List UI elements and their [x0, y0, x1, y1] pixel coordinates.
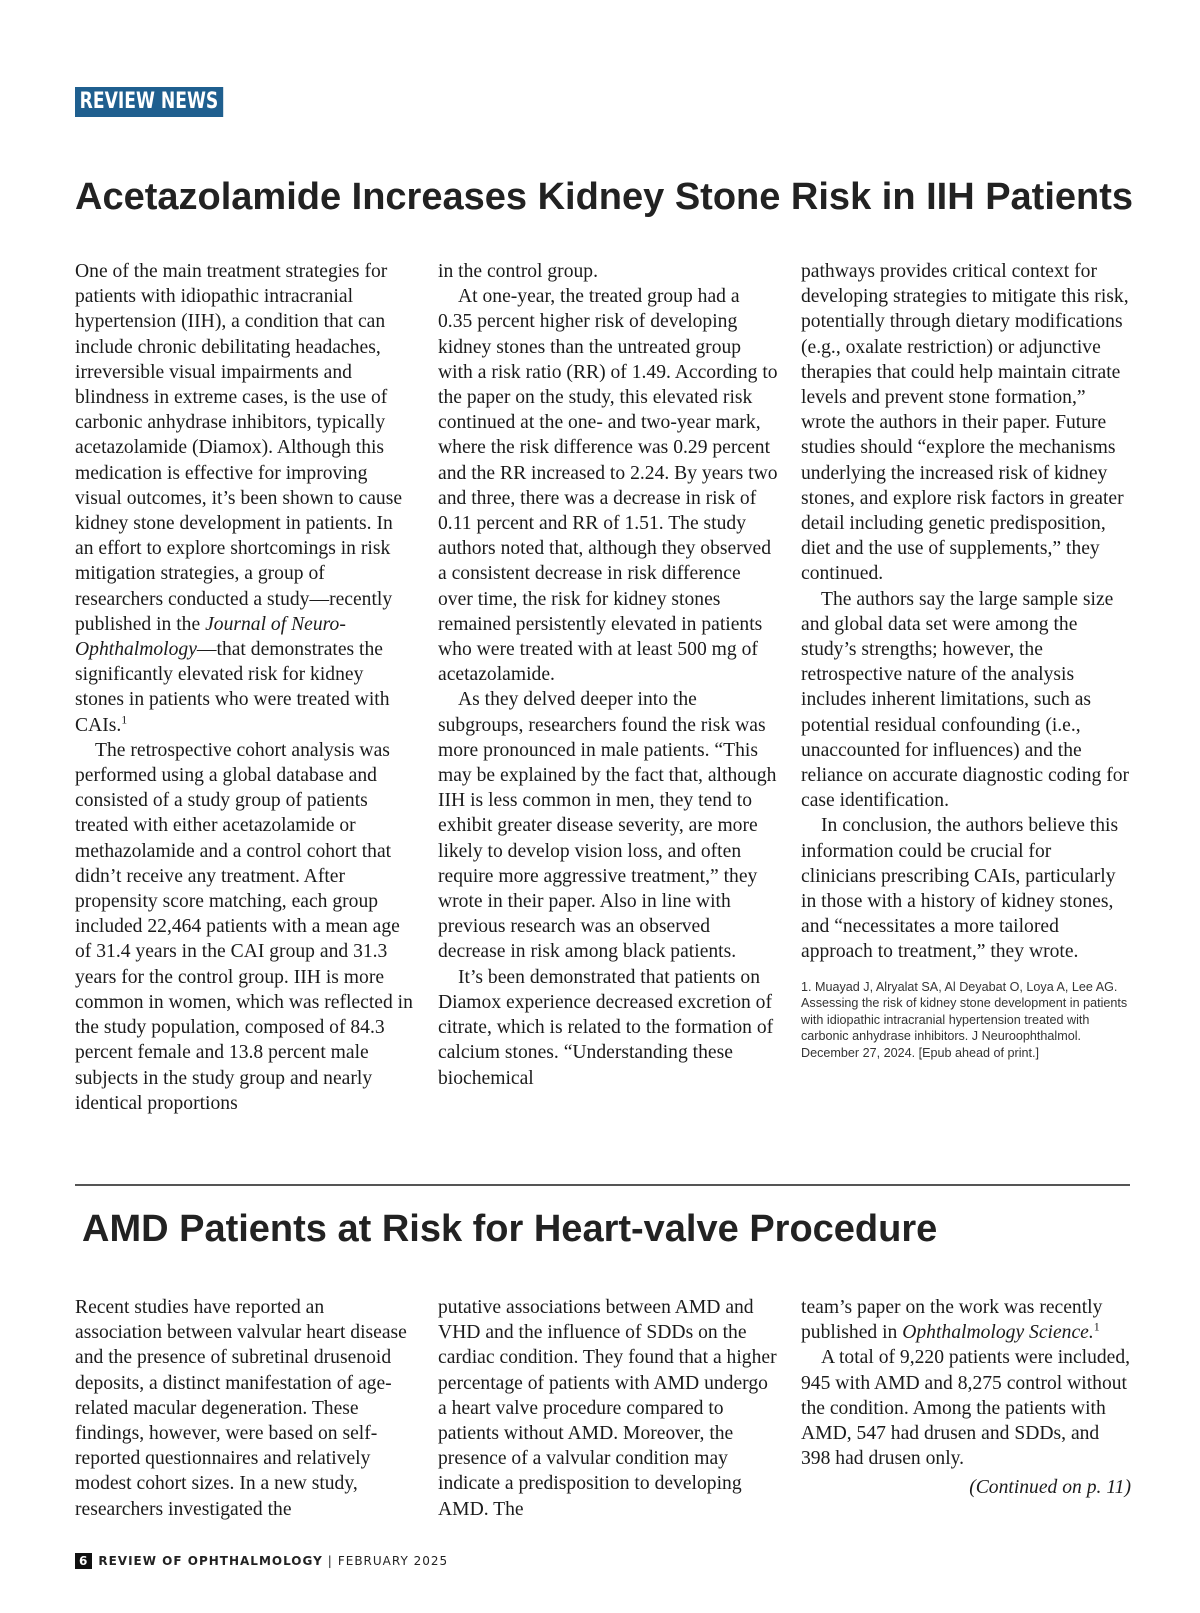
article-1-paragraph: pathways provides critical context for developing strategies to mitigate this risk, potentially through dietary modifications (e.g., oxalate restriction) or adjunctive therapies that could help maintain citrate levels and prevent stone formation,” wrote the authors in their paper. Future studies should “explore the mechanisms underlying the increased risk of kidney stones, and explore risk factors in greater detail including genetic predisposition, diet and the use of supplements,” they continued. — [801, 261, 1129, 585]
footnote-marker: 1 — [121, 712, 128, 727]
article-1-column-3 — [801, 259, 1131, 1061]
reference-citation: 1. Muayad J, Alryalat SA, Al Deyabat O, Loya A, Lee AG. Assessing the risk of kidney stone development in patients with idiopathic intracranial hypertension treated with carbonic anhydrase inhibitors. J Neuroophthalmol. December 27, 2024. [Epub ahead of print.] — [801, 979, 1128, 1060]
page-footer — [75, 1553, 448, 1569]
article-1-title: Acetazolamide Increases Kidney Stone Risk in IIH Patients — [75, 176, 1134, 218]
article-1-paragraph: In conclusion, the authors believe this information could be crucial for clinicians prescribing CAIs, particularly in those with a history of kidney stones, and “necessitates a more tailored approach to treatment,” they wrote. — [801, 815, 1119, 963]
article-2-paragraph: putative associations between AMD and VHD and the influence of SDDs on the cardiac condition. They found that a higher percentage of patients with AMD undergo a heart valve procedure compared to patients without AMD. Moreover, the presence of a valvular condition may indicate a predisposition to developing AMD. The — [438, 1297, 777, 1520]
page-number: 6 — [75, 1553, 92, 1569]
section-tag: REVIEW NEWS — [75, 87, 223, 117]
journal-name: Ophthalmology Science. — [902, 1322, 1094, 1344]
article-1-paragraph: in the control group. — [438, 261, 598, 282]
article-2-title: AMD Patients at Risk for Heart-valve Procedure — [82, 1208, 938, 1250]
article-2-paragraph: team’s paper on the work was recently published in Ophthalmology Science.$^1$ — [801, 1297, 1103, 1344]
article-2-column-1 — [75, 1295, 415, 1522]
article-1-paragraph: As they delved deeper into the subgroups, researchers found the risk was more pronounced in male patients. “This may be explained by the fact that, although IIH is less common in men, they tend to exhibit greater disease severity, are more likely to develop vision loss, and often require more aggressive treatment,” they wrote in their paper. Also in line with previous research was an observed decrease in risk among black patients. — [438, 689, 777, 963]
footer-separator: | — [327, 1554, 333, 1568]
article-1-paragraph: The authors say the large sample size and global data set were among the study’s strengths; however, the retrospective nature of the analysis includes inherent limitations, such as potential residual confounding (i.e., unaccounted for influences) and the reliance on accurate diagnostic coding for case identification. — [801, 588, 1130, 812]
article-2-paragraph: A total of 9,220 patients were included, 945 with AMD and 8,275 control without the condition. Among the patients with AMD, 547 had drusen and SDDs, and 398 had drusen only. — [801, 1347, 1131, 1470]
section-divider — [75, 1184, 1130, 1186]
article-1-paragraph: One of the main treatment strategies for patients with idiopathic intracranial hypertension (IIH), a condition that can include chronic debilitating headaches, irreversible visual impairments and blindness in extreme cases, is the use of carbonic anhydrase inhibitors, typically acetazolamide (Diamox). Although this medication is effective for improving visual outcomes, it’s been shown to cause kidney stone development in patients. In an effort to explore shortcomings in risk mitigation strategies, a group of researchers conducted a study—recently published in the Journal of Neuro-Ophthalmology—that demonstrates the significantly elevated risk for kidney stones in patients who were treated with CAIs.$^1$ — [75, 261, 403, 736]
article-2-column-3 — [801, 1295, 1131, 1501]
footnote-marker: 1 — [1093, 1319, 1100, 1334]
journal-name: Journal of Neuro-Ophthalmology — [75, 613, 346, 661]
article-2-paragraph: Recent studies have reported an association between valvular heart disease and the presence of subretinal drusenoid deposits, a distinct manifestation of age-related macular degeneration. These findings, however, were based on self-reported questionnaires and relatively modest cohort sizes. In a new study, researchers investigated the — [75, 1297, 407, 1520]
continued-note: (Continued on p. 11) — [969, 1477, 1131, 1499]
article-1-paragraph: At one-year, the treated group had a 0.35 percent higher risk of developing kidney stones than the untreated group with a risk ratio (RR) of 1.49. According to the paper on the study, this elevated risk continued at the one- and two-year mark, where the risk difference was 0.29 percent and the RR increased to 2.24. By years two and three, there was a decrease in risk of 0.11 percent and RR of 1.51. The study authors noted that, although they observed a consistent decrease in risk difference over time, the risk for kidney stones remained persistently elevated in patients who were treated with at least 500 mg of acetazolamide. — [438, 286, 778, 686]
article-1-paragraph: The retrospective cohort analysis was performed using a global database and consisted of a study group of patients treated with either acetazolamide or methazolamide and a control cohort that didn’t receive any treatment. After propensity score matching, each group included 22,464 patients with a mean age of 31.4 years in the CAI group and 31.3 years for the control group. IIH is more common in women, which was reflected in the study population, composed of 84.3 percent female and 13.8 percent male subjects in the study group and nearly identical proportions — [75, 739, 413, 1114]
magazine-name: REVIEW OF OPHTHALMOLOGY — [98, 1554, 323, 1568]
article-1-paragraph: It’s been demonstrated that patients on Diamox experience decreased excretion of citrate, which is related to the formation of calcium stones. “Understanding these biochemical — [438, 966, 774, 1089]
article-1-column-1 — [75, 259, 415, 1116]
issue-date: FEBRUARY 2025 — [337, 1554, 449, 1568]
article-1-column-2 — [438, 259, 778, 1091]
article-2-column-2 — [438, 1295, 778, 1522]
